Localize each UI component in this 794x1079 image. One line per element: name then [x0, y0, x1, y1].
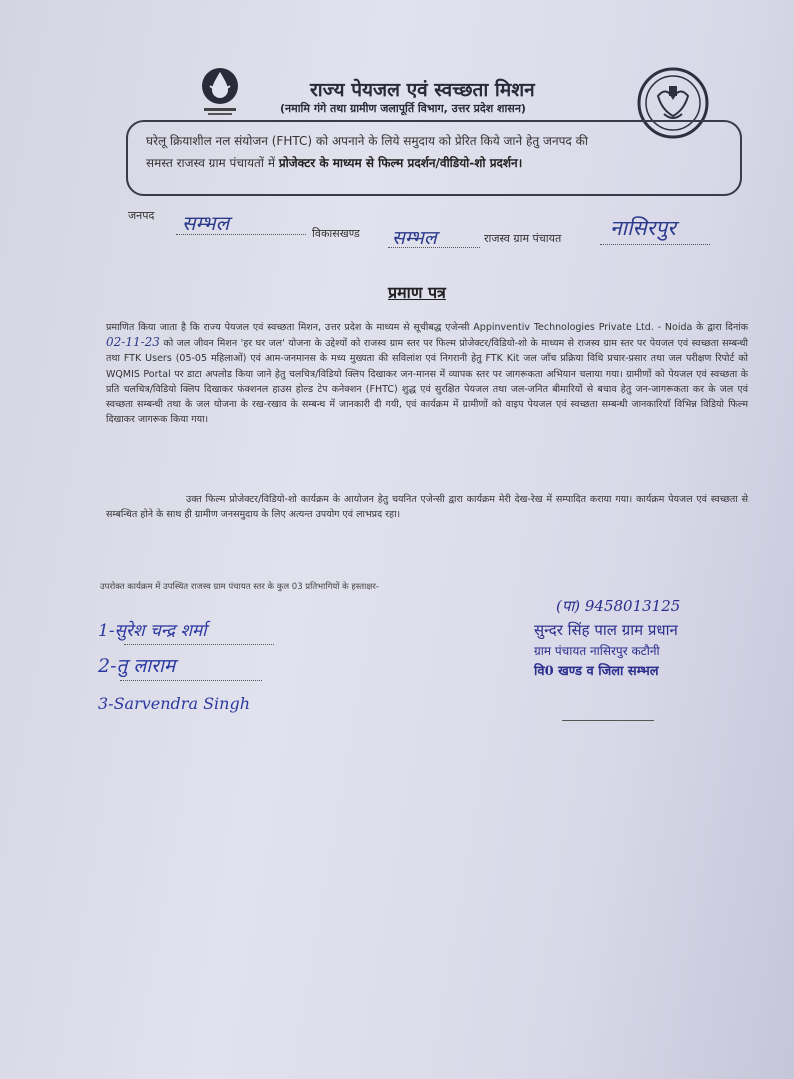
subject-line-2-plain: समस्त राजस्व ग्राम पंचायतों में	[146, 156, 275, 170]
signature-line-1	[124, 644, 274, 645]
district-value: सम्भल	[182, 211, 230, 235]
event-date: 02-11-23	[106, 335, 160, 350]
participant-signature-3: 3-Sarvendra Singh	[98, 694, 250, 713]
participant-signature-1: 1-सुरेश चन्द्र शर्मा	[98, 621, 207, 641]
subject-line-1: घरेलू क्रियाशील नल संयोजन (FHTC) को अपनाने के लिये समुदाय को प्रेरित किये जाने हेतु जनपद की	[146, 134, 588, 148]
pradhan-stamp	[534, 596, 754, 679]
block-line	[388, 247, 480, 248]
panchayat-label: राजस्व ग्राम पंचायत	[484, 232, 562, 245]
stamp-underline	[562, 720, 654, 721]
district-line	[176, 234, 306, 235]
pradhan-signature: (पा) 9458013125	[556, 597, 681, 615]
certificate-title: प्रमाण पत्र	[388, 283, 446, 302]
water-drop-logo-icon	[196, 62, 244, 118]
participants-intro: उपरोक्त कार्यक्रम में उपस्थित राजस्व ग्राम पंचायत स्तर के कुल 03 प्रतिभागियों के हस्ताक्षर-	[100, 582, 379, 592]
org-title: राज्य पेयजल एवं स्वच्छता मिशन	[310, 79, 535, 101]
stamp-name: सुन्दर सिंह पाल ग्राम प्रधान	[534, 621, 678, 639]
para1-part-b: को जल जीवन मिशन 'हर घर जल' योजना के उद्देश्यों को राजस्व ग्राम स्तर पर फिल्म प्रोजेक्टर/विडियो-शो के माध्यम से राजस्व ग्राम स्तर पर पेयजल एवं स्वच्छता सम्बन्धी तथा FTK Users (05-05 महिलाओं) एवं आम-जनमानस के मध्य मुख्यता की सविलांश एवं निगरानी हेतु FTK Kit जल जाँच प्रक्रिया विधि प्रचार-प्रसार तथा जल परीक्षण रिपोर्ट को WQMIS Portal पर डाटा अपलोड किया जाने हेतु चलचित्र/विडियो क्लिप दिखाकर जन-मानस में व्यापक स्तर पर जागरूकता अभियान चलाया गया। ग्रामीणों को पेयजल एवं स्वच्छता के प्रति चलचित्र/विडियो क्लिप दिखाकर फंक्शनल हाउस होल्ड टेप कनेक्शन (FHTC) शुद्ध एवं सुरक्षित पेयजल तथा जल-जनित बीमारियों से बचाव हेतु जन-जागरूकता कर के जल एवं स्वच्छता सम्बन्धी तथा के जल योजना के रख-रखाव के सम्बन्ध में जानकारी दी गयी, एवं कार्यक्रम में ग्रामीणों को वाइप पेयजल एवं स्वच्छता सम्बन्धी जानकारियाँ विभिन्न विडियो फिल्म दिखाकर जागरूक किया गया।	[106, 338, 748, 426]
signature-line-2	[120, 680, 262, 681]
block-value: सम्भल	[392, 227, 437, 249]
org-subtitle: (नमामि गंगे तथा ग्रामीण जलापूर्ति विभाग, उत्तर प्रदेश शासन)	[280, 102, 526, 115]
participant-signature-2: 2-तु लाराम	[98, 655, 176, 677]
stamp-panchayat: ग्राम पंचायत नासिरपुर कटौनी	[534, 644, 660, 658]
subject-line-2-bold: प्रोजेक्टर के माध्यम से फिल्म प्रदर्शन/वीडियो-शो प्रदर्शन।	[278, 156, 523, 170]
panchayat-value: नासिरपुर	[610, 216, 676, 240]
certificate-paragraph-2: उक्त फिल्म प्रोजेक्टर/विडियो-शो कार्यक्रम के आयोजन हेतु चयनित एजेन्सी द्वारा कार्यक्रम मेरी देख-रेख में सम्पादित कराया गया। कार्यक्रम पेयजल एवं स्वच्छता से सम्बन्धित होने के साथ ही ग्रामीण जनसमुदाय के लिए अत्यन्त उपयोग एवं लाभप्रद रहा।	[106, 494, 748, 521]
panchayat-line	[600, 244, 710, 245]
stamp-block-district: वि0 खण्ड व जिला सम्भल	[534, 664, 659, 679]
subject-text	[146, 130, 730, 174]
subject-line-2	[146, 152, 730, 174]
para1-part-a: प्रमाणित किया जाता है कि राज्य पेयजल एवं स्वच्छता मिशन, उत्तर प्रदेश के माध्यम से सूचीबद्ध एजेन्सी Appinventiv Technologies Private Ltd. - Noida के द्वारा दिनांक	[106, 322, 748, 333]
certificate-paragraph-1	[106, 320, 748, 427]
block-label: विकासखण्ड	[312, 227, 360, 240]
district-label: जनपद	[128, 209, 155, 222]
